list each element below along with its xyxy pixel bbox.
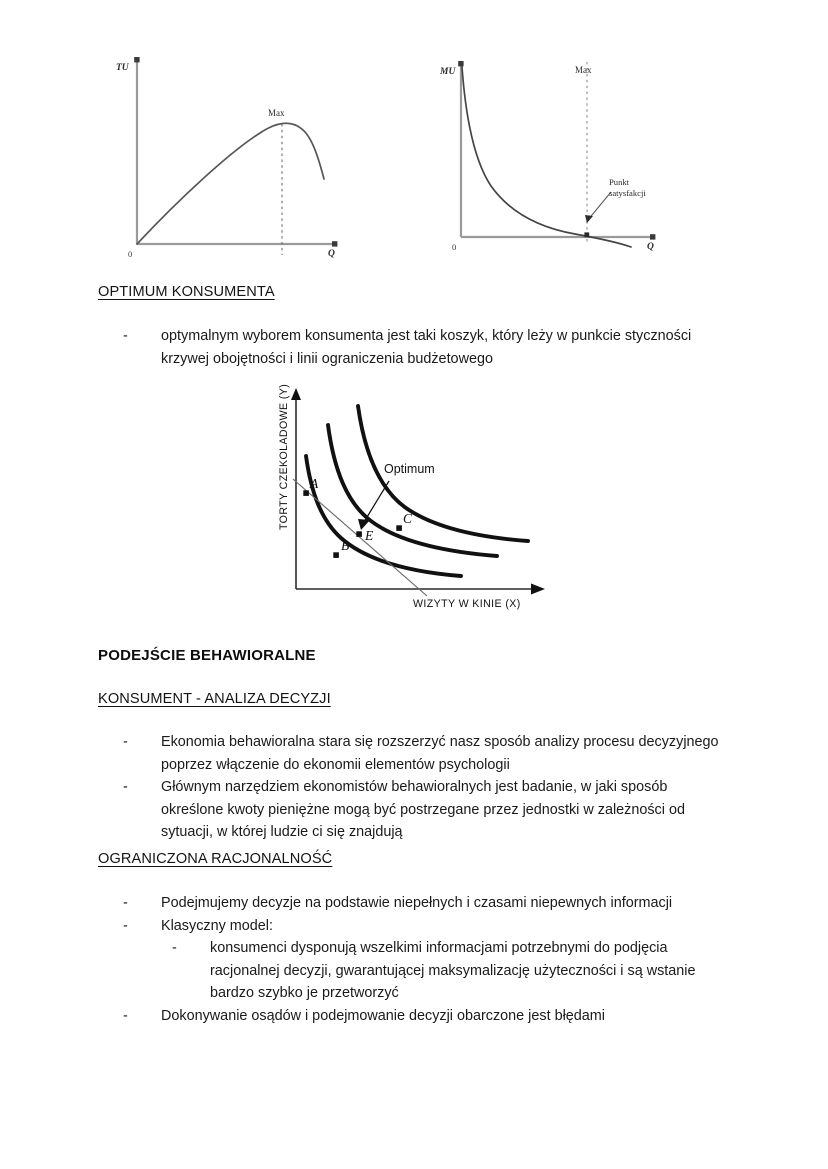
tu-origin-label: 0 — [128, 249, 133, 259]
list-item — [123, 1005, 723, 1028]
bullet-text: Ekonomia behawioralna stara się rozszerzyć nasz sposób analizy procesu decyzyjnego poprzez włączenie do ekonomii elementów psychologii — [161, 734, 719, 773]
bullet-text: Głównym narzędziem ekonomistów behawioralnych jest badanie, w jaki sposób określone kwoty pieniężne mogą być postrzegane przez jednostki w zależności od sytuacji, w której ludzie ci się znajdują — [161, 779, 685, 840]
total-utility-chart — [100, 48, 350, 260]
mu-satisfaction-annotation-line2: satysfakcji — [609, 188, 646, 198]
bullet-text: optymalnym wyborem konsumenta jest taki koszyk, który leży w punkcie styczności krzywej obojętności i linii ograniczenia budżetowego — [161, 328, 692, 367]
heading-optimum-konsumenta: OPTIMUM KONSUMENTA — [98, 284, 275, 300]
mu-x-axis-label: Q — [647, 242, 654, 252]
bullet-text: Klasyczny model: — [161, 917, 273, 934]
bullet-dash: - — [123, 779, 128, 795]
list-item — [123, 937, 723, 1005]
list-item — [123, 915, 723, 938]
bullet-text: konsumenci dysponują wszelkimi informacjami potrzebnymi do podjęcia racjonalnej decyzji, gwarantującej maksymalizację użyteczności i są wstanie bardzo szybko je przetworzyć — [210, 940, 696, 1001]
list-item — [123, 731, 723, 776]
opt-point-a-marker — [303, 490, 309, 496]
opt-y-axis-label: TORTY CZEKOLADOWE (Y) — [278, 383, 290, 530]
tu-x-axis-arrowhead — [332, 241, 337, 246]
opt-point-b-label: B — [341, 538, 350, 553]
bullet-text: Podejmujemy decyzje na podstawie niepełnych i czasami niepewnych informacji — [161, 895, 673, 911]
list-item — [123, 325, 723, 370]
tu-curve-path — [137, 123, 324, 244]
list-item — [123, 892, 723, 915]
mu-x-axis-arrowhead — [650, 234, 655, 239]
bullet-dash: - — [172, 940, 177, 956]
opt-x-axis-arrowhead — [531, 584, 545, 595]
mu-annotation-arrowhead — [585, 215, 593, 223]
opt-point-c-marker — [396, 525, 402, 531]
bullet-list-optimum-konsumenta — [123, 325, 723, 370]
bullet-dash: - — [123, 917, 128, 934]
opt-indifference-curve-2 — [328, 425, 497, 556]
tu-max-label: Max — [268, 108, 285, 118]
figure-row-utility-curves — [0, 48, 828, 266]
opt-point-e-label: E — [365, 528, 374, 543]
mu-y-axis-label: MU — [440, 67, 456, 77]
list-item — [123, 776, 723, 844]
bullet-dash: - — [123, 328, 128, 344]
opt-x-axis-label: WIZYTY W KINIE (X) — [413, 598, 521, 610]
consumer-optimum-chart — [265, 380, 565, 620]
opt-y-axis-arrowhead — [291, 388, 301, 400]
bullet-dash: - — [123, 895, 128, 911]
mu-origin-label: 0 — [452, 242, 457, 252]
opt-point-b-marker — [333, 552, 339, 558]
bullet-dash: - — [123, 1007, 128, 1024]
bullet-list-konsument-analiza-decyzji — [123, 731, 723, 844]
tu-x-axis-label: Q — [328, 249, 335, 259]
opt-point-a-label: A — [310, 476, 319, 491]
mu-curve-path — [462, 67, 631, 247]
tu-y-axis-arrowhead — [134, 57, 139, 62]
opt-point-c-label: C — [403, 511, 413, 526]
opt-point-e-marker — [356, 531, 362, 537]
opt-optimum-annotation: Optimum — [384, 462, 435, 476]
opt-annotation-leader-line — [364, 481, 389, 522]
mu-max-label: Max — [575, 65, 592, 75]
marginal-utility-chart — [435, 48, 675, 260]
mu-satisfaction-point-marker — [584, 232, 589, 237]
bullet-dash: - — [123, 734, 128, 750]
tu-y-axis-label: TU — [116, 63, 129, 73]
heading-podejscie-behawioralne: PODEJŚCIE BEHAWIORALNE — [98, 647, 316, 664]
bullet-text: Dokonywanie osądów i podejmowanie decyzji obarczone jest błędami — [161, 1007, 605, 1024]
bullet-list-ograniczona-racjonalnosc — [123, 892, 723, 1027]
heading-konsument-analiza-decyzji: KONSUMENT - ANALIZA DECYZJI — [98, 691, 331, 707]
mu-satisfaction-annotation-line1: Punkt — [609, 177, 630, 187]
mu-y-axis-arrowhead — [458, 61, 463, 66]
heading-ograniczona-racjonalnosc: OGRANICZONA RACJONALNOŚĆ — [98, 851, 333, 867]
